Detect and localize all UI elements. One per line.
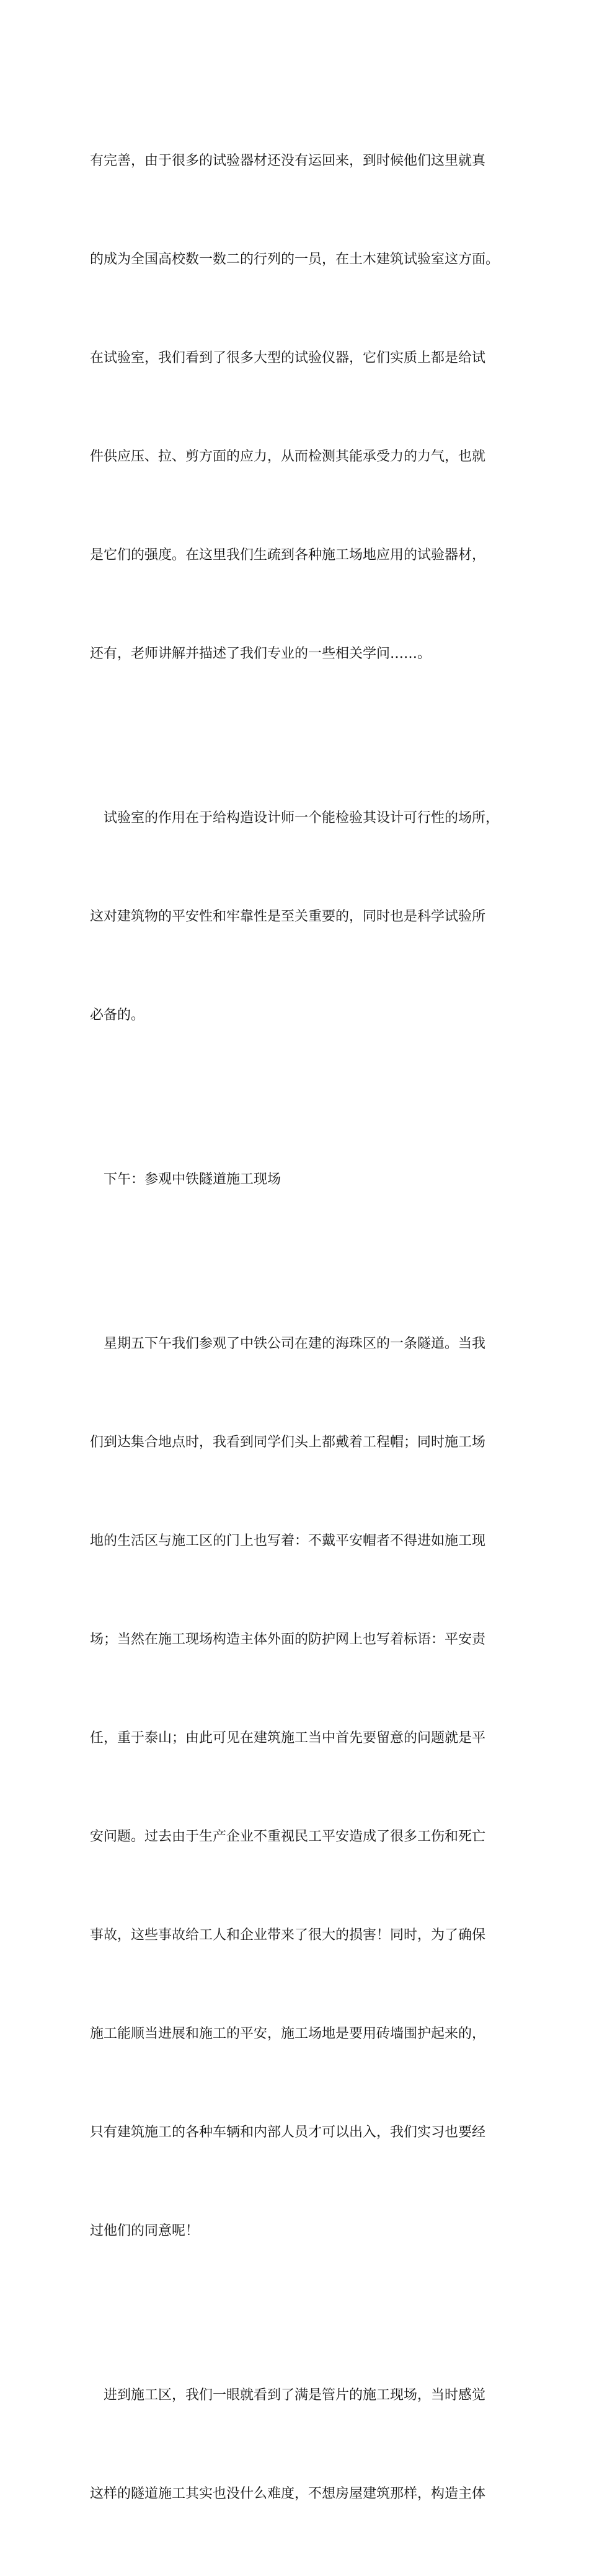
body-text <box>90 79 524 2576</box>
text-line: 还有，老师讲解并描述了我们专业的一些相关学问……。 <box>90 646 432 662</box>
text-line: 的成为全国高校数一数二的行列的一员，在土木建筑试验室这方面。 <box>90 252 500 267</box>
text-line: 进到施工区，我们一眼就看到了满是管片的施工现场，当时感觉 <box>104 2388 486 2403</box>
text-line: 安问题。过去由于生产企业不重视民工平安造成了很多工伤和死亡 <box>90 1829 486 1844</box>
paragraph-lab-purpose <box>90 736 524 1097</box>
text-line: 场；当然在施工现场构造主体外面的防护网上也写着标语：平安责 <box>90 1632 486 1647</box>
text-line: 地的生活区与施工区的门上也写着：不戴平安帽者不得进如施工现 <box>90 1533 486 1549</box>
paragraph-construction-area <box>90 2313 524 2576</box>
text-line: 施工能顺当进展和施工的平安，施工场地是要用砖墙围护起来的， <box>90 2026 486 2042</box>
text-line: 必备的。 <box>90 1007 145 1023</box>
text-line: 星期五下午我们参观了中铁公司在建的海珠区的一条隧道。当我 <box>104 1336 486 1352</box>
text-line: 有完善，由于很多的试验器材还没有运回来，到时候他们这里就真 <box>90 153 486 169</box>
paragraph-afternoon-heading <box>90 1097 524 1262</box>
text-line: 这样的隧道施工其实也没什么难度，不想房屋建筑那样，构造主体 <box>90 2486 486 2502</box>
text-line: 是它们的强度。在这里我们生疏到各种施工场地应用的试验器材， <box>90 547 486 563</box>
text-line: 件供应压、拉、剪方面的应力，从而检测其能承受力的力气，也就 <box>90 449 486 464</box>
text-line: 只有建筑施工的各种车辆和内部人员才可以出入，我们实习也要经 <box>90 2125 486 2140</box>
paragraph-lab-visit <box>90 79 524 736</box>
text-line: 事故，这些事故给工人和企业带来了很大的损害！同时，为了确保 <box>90 1928 486 1943</box>
text-line: 在试验室，我们看到了很多大型的试验仪器，它们实质上都是给试 <box>90 350 486 366</box>
text-line: 这对建筑物的平安性和牢靠性是至关重要的，同时也是科学试验所 <box>90 909 486 924</box>
text-line: 试验室的作用在于给构造设计师一个能检验其设计可行性的场所， <box>104 810 500 826</box>
text-line: 们到达集合地点时，我看到同学们头上都戴着工程帽；同时施工场 <box>90 1435 486 1450</box>
section-heading: 下午：参观中铁隧道施工现场 <box>104 1172 281 1187</box>
text-line: 过他们的同意呢！ <box>90 2223 200 2239</box>
paragraph-tunnel-visit <box>90 1262 524 2313</box>
text-line: 任，重于泰山；由此可见在建筑施工当中首先要留意的问题就是平 <box>90 1730 486 1746</box>
